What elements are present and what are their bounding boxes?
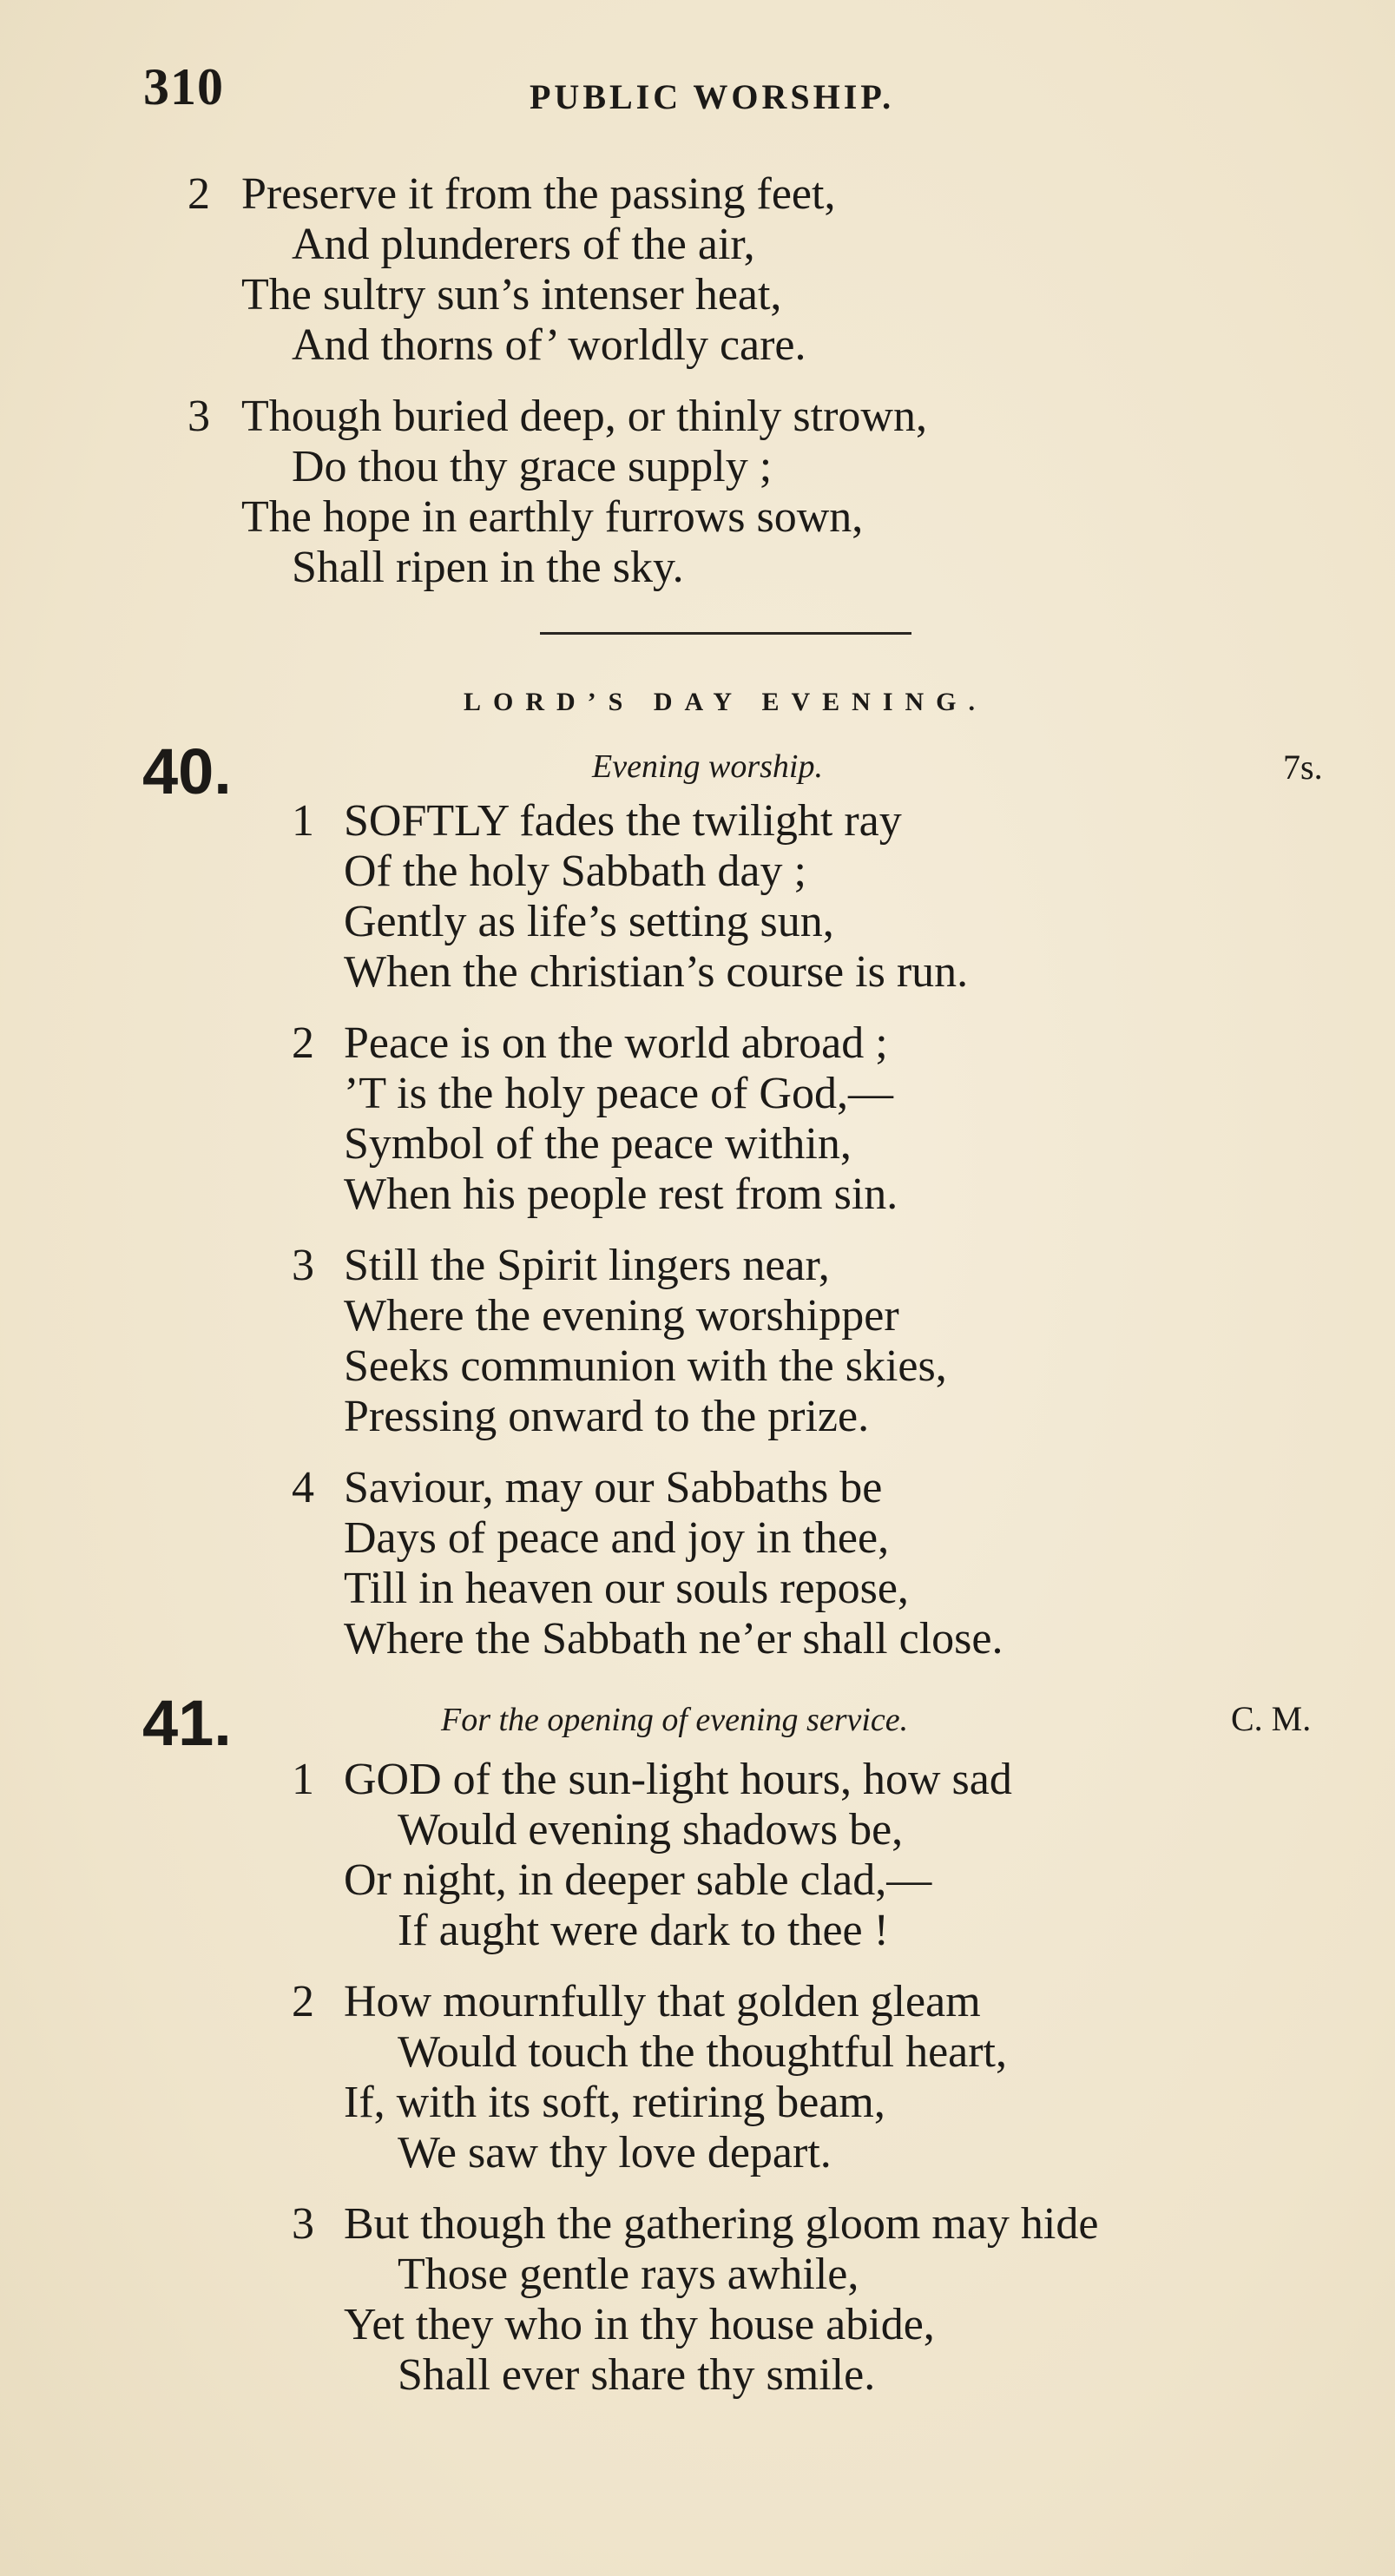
- verse-line: Still the Spirit lingers near,: [344, 1241, 830, 1290]
- page-number: 310: [143, 58, 224, 115]
- verse-line: Or night, in deeper sable clad,—: [344, 1855, 932, 1905]
- verse-line: SOFTLY fades the twilight ray: [344, 796, 902, 846]
- running-title: PUBLIC WORSHIP.: [530, 77, 895, 116]
- verse-line: And plunderers of the air,: [292, 220, 755, 269]
- verse-line: Saviour, may our Sabbaths be: [344, 1463, 883, 1512]
- verse-line: ’T is the holy peace of God,—: [344, 1069, 893, 1118]
- stanza-number: 4: [292, 1463, 314, 1512]
- verse-line: GOD of the sun-light hours, how sad: [344, 1755, 1012, 1804]
- hymn-meter: 7s.: [1283, 748, 1323, 787]
- hymn-title: For the opening of evening service.: [441, 1702, 909, 1738]
- verse-line: Those gentle rays awhile,: [398, 2250, 859, 2299]
- stanza-number: 2: [292, 1977, 314, 2026]
- section-divider: [540, 632, 911, 635]
- verse-line: But though the gathering gloom may hide: [344, 2199, 1099, 2249]
- verse-line: And thorns of’ worldly care.: [292, 320, 806, 370]
- verse-line: Would touch the thoughtful heart,: [398, 2027, 1007, 2077]
- verse-line: Where the evening worshipper: [344, 1291, 899, 1341]
- verse-line: When his people rest from sin.: [344, 1169, 898, 1219]
- hymn-meter: C. M.: [1231, 1699, 1312, 1738]
- verse-line: If, with its soft, retiring beam,: [344, 2078, 885, 2127]
- verse-line: Yet they who in thy house abide,: [344, 2300, 935, 2349]
- verse-line: Seeks communion with the skies,: [344, 1341, 947, 1391]
- verse-line: Do thou thy grace supply ;: [292, 442, 773, 491]
- verse-line: How mournfully that golden gleam: [344, 1977, 981, 2026]
- stanza-number: 2: [292, 1018, 314, 1068]
- hymn-title: Evening worship.: [592, 748, 823, 785]
- verse-line: Of the holy Sabbath day ;: [344, 847, 806, 896]
- hymn-number: 41.: [142, 1687, 232, 1759]
- stanza-number: 1: [292, 796, 314, 846]
- verse-line: Days of peace and joy in thee,: [344, 1513, 890, 1563]
- stanza-number: 2: [188, 169, 210, 219]
- verse-line: Where the Sabbath ne’er shall close.: [344, 1614, 1003, 1664]
- verse-line: Peace is on the world abroad ;: [344, 1018, 888, 1068]
- verse-line: Though buried deep, or thinly strown,: [241, 392, 927, 441]
- verse-line: Shall ever share thy smile.: [398, 2350, 876, 2400]
- stanza-number: 3: [188, 392, 210, 441]
- verse-line: Pressing onward to the prize.: [344, 1392, 870, 1441]
- verse-line: Till in heaven our souls repose,: [344, 1564, 909, 1613]
- section-heading: LORD’S DAY EVENING.: [464, 688, 988, 716]
- stanza-number: 1: [292, 1755, 314, 1804]
- hymn-number: 40.: [142, 735, 232, 807]
- verse-line: Gently as life’s setting sun,: [344, 897, 834, 946]
- verse-line: If aught were dark to thee !: [398, 1906, 889, 1955]
- verse-line: Symbol of the peace within,: [344, 1119, 852, 1169]
- verse-line: The sultry sun’s intenser heat,: [241, 270, 782, 320]
- stanza-number: 3: [292, 1241, 314, 1290]
- verse-line: The hope in earthly furrows sown,: [241, 492, 864, 542]
- verse-line: We saw thy love depart.: [398, 2128, 832, 2177]
- verse-line: When the christian’s course is run.: [344, 947, 969, 997]
- verse-line: Would evening shadows be,: [398, 1805, 904, 1855]
- verse-line: Preserve it from the passing feet,: [241, 169, 836, 219]
- stanza-number: 3: [292, 2199, 314, 2249]
- verse-line: Shall ripen in the sky.: [292, 543, 684, 592]
